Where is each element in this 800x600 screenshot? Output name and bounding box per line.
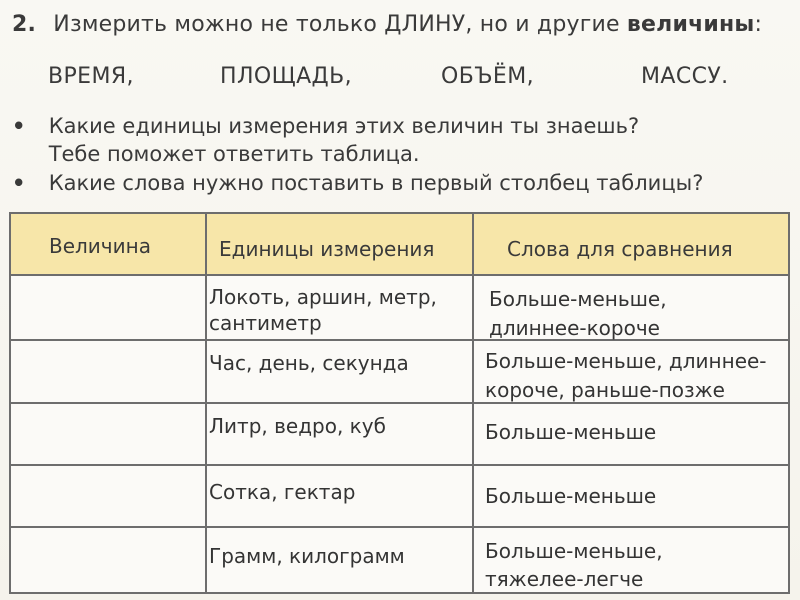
row-1-units-line-1: Локоть, аршин, метр, bbox=[209, 285, 437, 309]
bullet-symbol-2: • bbox=[12, 171, 26, 195]
units-table bbox=[9, 212, 790, 594]
row-5-comparison-line-1: Больше-меньше, bbox=[485, 539, 663, 563]
task-colon: : bbox=[754, 12, 763, 37]
quantity-area: ПЛОЩАДЬ, bbox=[220, 64, 352, 89]
bullet-2-text-1: Какие слова нужно поставить в первый столбец таблицы? bbox=[48, 171, 704, 195]
row-divider-1 bbox=[11, 339, 788, 341]
bullet-2-line-1 bbox=[12, 169, 792, 197]
bullet-1-line-1 bbox=[12, 112, 792, 140]
row-3-units-line-1: Литр, ведро, куб bbox=[209, 414, 386, 438]
row-2-comparison-line-2: короче, раньше-позже bbox=[485, 378, 725, 402]
row-1-comparison-line-1: Больше-меньше, bbox=[489, 287, 667, 311]
task-number: 2. bbox=[12, 12, 37, 37]
row-5-units-line-1: Грамм, килограмм bbox=[209, 544, 405, 568]
row-4-comparison-line-1: Больше-меньше bbox=[485, 484, 657, 508]
header-units: Единицы измерения bbox=[219, 237, 435, 261]
row-3-comparison-line-1: Больше-меньше bbox=[485, 420, 657, 444]
quantity-mass: МАССУ. bbox=[641, 64, 729, 89]
quantity-volume: ОБЪЁМ, bbox=[441, 64, 534, 89]
row-2-comparison-line-1: Больше-меньше, длиннее- bbox=[485, 349, 767, 373]
quantity-time: ВРЕМЯ, bbox=[48, 64, 134, 89]
task-text: Измерить можно не только ДЛИНУ, но и другие bbox=[53, 12, 620, 37]
header-comparison: Слова для сравнения bbox=[507, 237, 733, 261]
header-quantity: Величина bbox=[49, 234, 151, 258]
bullet-1-line-2 bbox=[12, 140, 792, 168]
bullet-1-text-2: Тебе поможет ответить таблица. bbox=[48, 142, 420, 166]
bullet-symbol-1: • bbox=[12, 114, 26, 138]
task-bold-word: величины bbox=[626, 12, 755, 37]
row-5-comparison-line-2: тяжелее-легче bbox=[485, 567, 644, 591]
row-divider-header bbox=[11, 274, 788, 276]
row-1-comparison-line-2: длиннее-короче bbox=[489, 316, 660, 340]
row-1-units-line-2: сантиметр bbox=[209, 311, 322, 335]
bullet-1-text-1: Какие единицы измерения этих величин ты знаешь? bbox=[48, 114, 640, 138]
row-4-units-line-1: Сотка, гектар bbox=[209, 480, 356, 504]
task-statement bbox=[12, 10, 792, 40]
row-divider-3 bbox=[11, 464, 788, 466]
row-divider-4 bbox=[11, 526, 788, 528]
row-2-units-line-1: Час, день, секунда bbox=[209, 351, 409, 375]
